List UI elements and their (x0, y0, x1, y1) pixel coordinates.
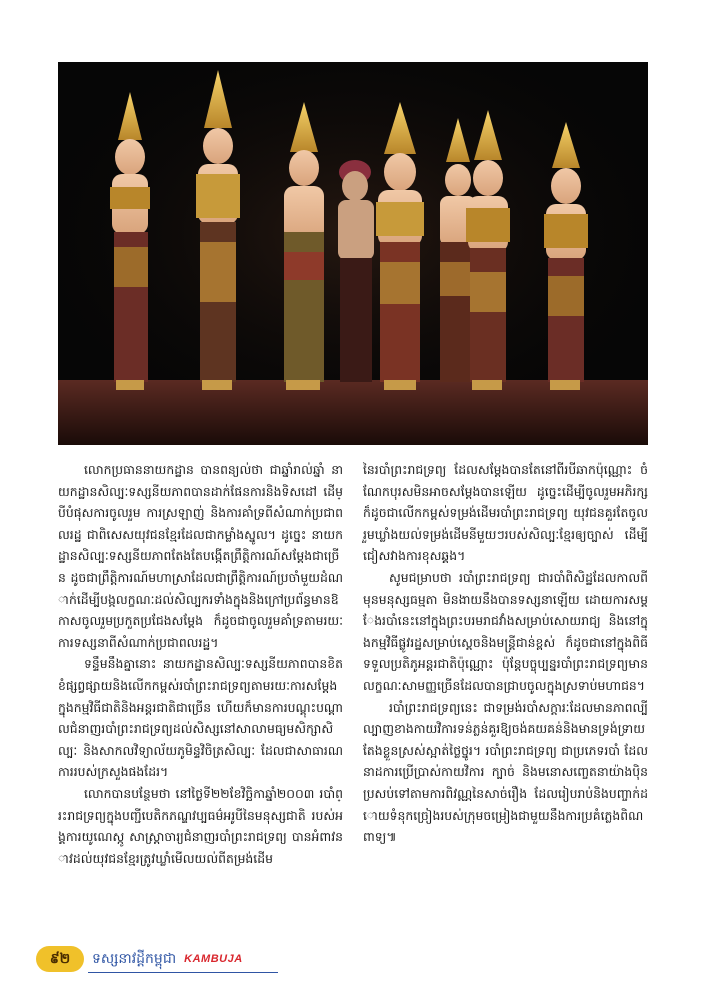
dancers-photo (58, 62, 648, 445)
magazine-brand: KAMBUJA (184, 953, 243, 965)
article-column-left (58, 459, 343, 869)
footer-divider (88, 972, 278, 973)
article-paragraph: ទន្ទឹមនឹងគ្នានោះ នាយកដ្ឋានសិល្បៈទស្សនីយភាពបានខិតខំផ្សព្វផ្សាយនិងលើកកម្ពស់របាំព្រះរាជទ្រព្យតាមរយៈការសម្តែងក្នុងកម្មវិធីជាតិនិងអន្តរជាតិជាច្រើន ហើយក៏មានការបណ្តុះបណ្តាលជំនាញរបាំព្រះរាជទ្រព្យដល់សិស្សនៅសាលាមធ្យមសិក្សាសិល្បៈ និងសាកលវិទ្យាល័យភូមិន្ទវិចិត្រសិល្បៈ ដែលជាសាធារណការរបស់ក្រសួងផងដែរ។ (58, 656, 343, 780)
dancers-illustration (58, 62, 648, 445)
article-paragraph: លោកប្រធាននាយកដ្ឋាន បានពន្យល់ថា ជាឆ្នាំរាល់ឆ្នាំ នាយកដ្ឋានសិល្បៈទស្សនីយភាពបានដាក់ផែនការនិងទិសដៅ ដើម្បីបំផុសការចូលរួម ការស្រឡាញ់ និងការគាំទ្រពីសំណាក់ប្រជាពលរដ្ឋ ជាពិសេសយុវជនខ្មែរដែលជាកម្លាំងស្នូល។ ដូច្នេះ នាយកដ្ឋានសិល្បៈទស្សនីយភាពតែងតែបង្កើតព្រឹត្តិការណ៍សម្តែងជាច្រើន ដូចជាព្រឹត្តិការណ៍មហាស្រាដែលជាព្រឹត្តិការណ៍ប្រចាំមួយដំណាក់ដើម្បីបង្កលក្ខណៈដល់សិល្បករទាំងក្នុងនិងក្រៅប្រព័ន្ធមានឱកាសចូលរួមប្រកួតប្រជែងសម្តែង ក៏ដូចជាចូលរួមគាំទ្រតាមរយៈការទស្សនាពីសំណាក់ប្រជាពលរដ្ឋ។ (58, 462, 343, 650)
article-paragraph: សូមជម្រាបថា របាំព្រះរាជទ្រព្យ ជារបាំពិសិដ្ឋដែលកាលពីមុនមនុស្សធម្មតា មិនងាយនឹងបានទស្សនាឡើយ ដោយការសម្តែងរបាំនេះនៅក្នុងព្រះបរមរាជវាំងសម្រាប់សោយរាជ្យ និងនៅក្នុងកម្មវិធីផ្លូវរដ្ឋសម្រាប់ស្តេចនិងមន្ត្រីជាន់ខ្ពស់ ក៏ដូចជានៅក្នុងពិធីទទួលប្រតិភូអន្តរជាតិប៉ុណ្ណោះ ប៉ុន្តែបច្ចុប្បន្នរបាំព្រះរាជទ្រព្យមានលក្ខណៈសាមញ្ញច្រើនដែលបានជ្រាបចូលក្នុងស្រទាប់មហាជន។ (363, 569, 648, 693)
page-number-badge (36, 946, 84, 972)
article-column-right (363, 459, 648, 848)
article-paragraph: របាំព្រះរាជទ្រព្យនេះ ជាទម្រង់របាំសក្តារៈដែលមានភាពល្បីល្បាញខាងកាយវិការទន់ភ្លន់គួរឱ្យចង់គយគន់និងមានទ្រង់ទ្រាយតែងខ្លួនស្រស់ស្អាត់ថ្លៃថ្នូរ។ របាំព្រះរាជទ្រព្យ ជាប្រភេទរបាំ ដែលនាដការប្រើប្រាស់កាយវិការ ក្បាច់ និងមនោសញ្ចេតនាយ៉ាងប៉ិនប្រសប់ទៅតាមការពិវណ្ណនៃសាច់រឿង ដែលរៀបរាប់និងបញ្ចាក់ដោយទំនុកច្រៀងរបស់ក្រុមចម្រៀងជាមួយនឹងការប្រគំភ្លេងពិណពាទ្យ៕ (363, 699, 648, 845)
page-footer (36, 944, 243, 974)
article-paragraph: លោកបានបន្ថែមថា នៅថ្ងៃទី២២ខែវិច្ឆិកាឆ្នាំ២០០៣ របាំព្រះរាជទ្រព្យក្នុងបញ្ជីបេតិកភណ្ឌវប្បធម៌អរូបីនៃមនុស្សជាតិ របស់អង្គការយូណេស្កូ សាស្ត្រាចារ្យជំនាញរបាំព្រះរាជទ្រព្យ បានអំពាវនាវដល់យុវជនខ្មែរត្រូវឃ្លាំមើលយល់ពីតម្រង់ដើម (58, 785, 343, 866)
article-paragraph: នៃរបាំព្រះរាជទ្រព្យ ដែលសម្តែងបានតែនៅពីរបីឆាកប៉ុណ្ណោះ ចំណែកបុរសមិនអាចសម្តែងបានឡើយ ដូច្នេះដើម្បីចូលរួមអភិរក្ស ក៏ដូចជាលើកកម្ពស់ទម្រង់ដើមរបាំព្រះរាជទ្រព្យ យុវជនគួរតែចូលរួមឃ្លាំងយល់ទម្រង់ដើមនីមួយៗរបស់សិល្បៈខ្មែរឲ្យច្បាស់ ដើម្បីជៀសវាងការខុសឆ្គង។ (363, 462, 648, 564)
page-number: ៩២ (49, 950, 71, 967)
magazine-title: ទស្សនាវដ្តីកម្ពុជា (92, 950, 177, 967)
